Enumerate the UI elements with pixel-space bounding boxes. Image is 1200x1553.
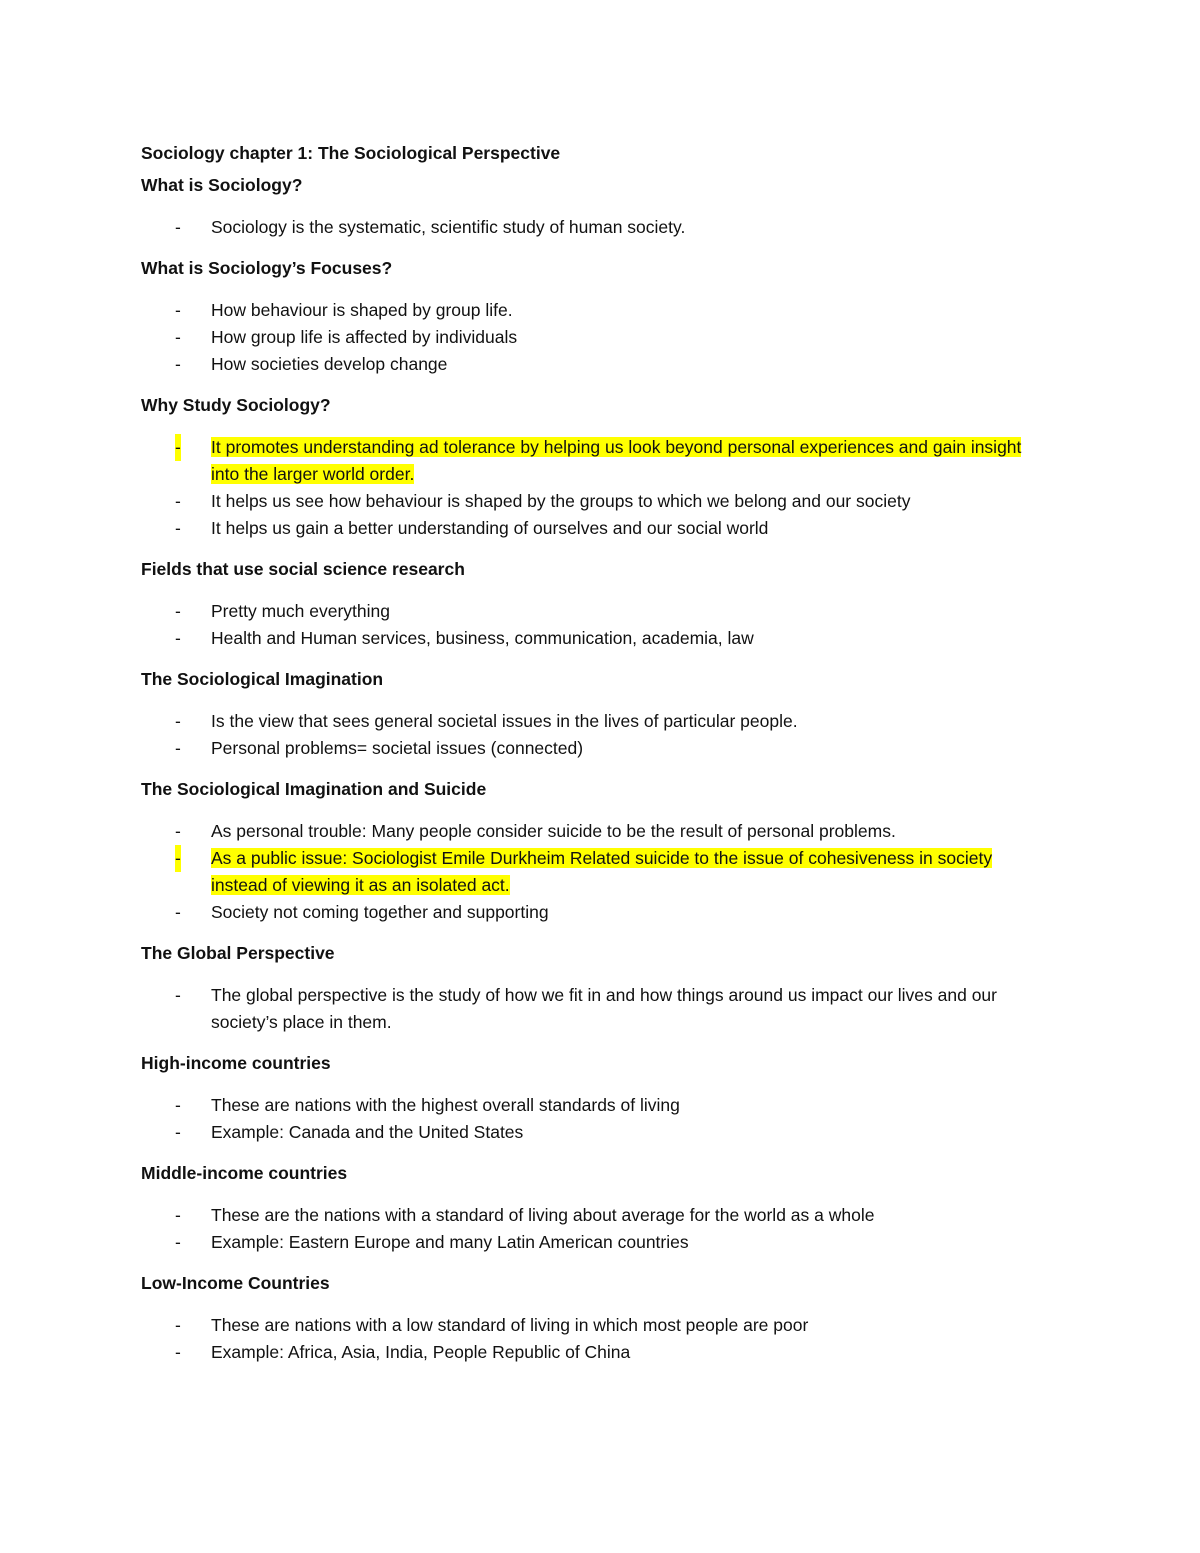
sections-container xyxy=(141,172,1041,1366)
list-item-text: Personal problems= societal issues (connected) xyxy=(211,738,584,758)
bullet-dash-icon: - xyxy=(175,354,181,374)
list-item xyxy=(141,708,1041,735)
section-heading: What is Sociology’s Focuses? xyxy=(141,258,393,278)
section-heading: Fields that use social science research xyxy=(141,559,465,579)
list-item-text: It promotes understanding ad tolerance by helping us look beyond personal experiences and gain insight into the larger world order. xyxy=(211,437,1022,484)
list-item-text: Society not coming together and supporting xyxy=(211,902,549,922)
section xyxy=(141,556,1041,652)
list-item xyxy=(141,735,1041,762)
bullet-list xyxy=(141,1092,1041,1146)
list-item xyxy=(141,982,1041,1036)
list-item-text: Example: Eastern Europe and many Latin American countries xyxy=(211,1232,689,1252)
bullet-list xyxy=(141,297,1041,378)
list-item xyxy=(141,214,1041,241)
bullet-dash-icon: - xyxy=(175,711,181,731)
list-item xyxy=(141,1229,1041,1256)
section-heading: What is Sociology? xyxy=(141,175,303,195)
list-item-text: How behaviour is shaped by group life. xyxy=(211,300,513,320)
list-item-text: Is the view that sees general societal issues in the lives of particular people. xyxy=(211,711,798,731)
section xyxy=(141,940,1041,1036)
list-item-text: Example: Canada and the United States xyxy=(211,1122,524,1142)
bullet-dash-icon: - xyxy=(175,985,181,1005)
bullet-dash-icon: - xyxy=(175,217,181,237)
list-item xyxy=(141,488,1041,515)
list-item-text: How societies develop change xyxy=(211,354,448,374)
list-item-text: Health and Human services, business, communication, academia, law xyxy=(211,628,754,648)
bullet-dash-icon: - xyxy=(175,628,181,648)
list-item xyxy=(141,1312,1041,1339)
section-heading: Why Study Sociology? xyxy=(141,395,331,415)
section-heading: The Sociological Imagination and Suicide xyxy=(141,779,487,799)
list-item-text: Example: Africa, Asia, India, People Republic of China xyxy=(211,1342,631,1362)
section-heading: Low-Income Countries xyxy=(141,1273,330,1293)
section xyxy=(141,776,1041,926)
list-item-text: How group life is affected by individuals xyxy=(211,327,518,347)
section xyxy=(141,392,1041,542)
list-item-text: These are nations with the highest overall standards of living xyxy=(211,1095,680,1115)
section-heading: Middle-income countries xyxy=(141,1163,348,1183)
bullet-dash-icon: - xyxy=(175,327,181,347)
bullet-dash-icon: - xyxy=(175,300,181,320)
list-item xyxy=(141,1339,1041,1366)
list-item-text: It helps us see how behaviour is shaped by the groups to which we belong and our society xyxy=(211,491,911,511)
bullet-list xyxy=(141,434,1041,542)
list-item xyxy=(141,1202,1041,1229)
list-item xyxy=(141,351,1041,378)
list-item-text: It helps us gain a better understanding of ourselves and our social world xyxy=(211,518,769,538)
bullet-dash-icon: - xyxy=(175,1342,181,1362)
list-item xyxy=(141,899,1041,926)
list-item-text: As a public issue: Sociologist Emile Durkheim Related suicide to the issue of cohesiveness in society instead of viewing it as an isolated act. xyxy=(211,848,993,895)
bullet-dash-icon: - xyxy=(175,1095,181,1115)
bullet-list xyxy=(141,1202,1041,1256)
section xyxy=(141,1050,1041,1146)
list-item-text: Sociology is the systematic, scientific study of human society. xyxy=(211,217,686,237)
list-item xyxy=(141,1092,1041,1119)
section xyxy=(141,255,1041,378)
list-item-text: These are nations with a low standard of living in which most people are poor xyxy=(211,1315,809,1335)
highlighted-list-item xyxy=(141,845,1041,899)
section xyxy=(141,172,1041,241)
bullet-dash-icon: - xyxy=(175,1315,181,1335)
bullet-dash-icon: - xyxy=(175,1232,181,1252)
bullet-dash-icon: - xyxy=(175,902,181,922)
list-item xyxy=(141,625,1041,652)
bullet-list xyxy=(141,598,1041,652)
list-item xyxy=(141,598,1041,625)
bullet-dash-icon: - xyxy=(175,821,181,841)
list-item xyxy=(141,297,1041,324)
bullet-list xyxy=(141,708,1041,762)
bullet-list xyxy=(141,214,1041,241)
bullet-dash-icon: - xyxy=(175,434,181,461)
section xyxy=(141,666,1041,762)
bullet-dash-icon: - xyxy=(175,1122,181,1142)
list-item-text: The global perspective is the study of how we fit in and how things around us impact our lives and our society’s place in them. xyxy=(211,985,997,1032)
list-item-text: These are the nations with a standard of living about average for the world as a whole xyxy=(211,1205,875,1225)
list-item xyxy=(141,324,1041,351)
bullet-dash-icon: - xyxy=(175,518,181,538)
section-heading: High-income countries xyxy=(141,1053,331,1073)
bullet-dash-icon: - xyxy=(175,601,181,621)
bullet-dash-icon: - xyxy=(175,845,181,872)
section-heading: The Global Perspective xyxy=(141,943,335,963)
list-item-text: Pretty much everything xyxy=(211,601,390,621)
list-item-text: As personal trouble: Many people consider suicide to be the result of personal problems. xyxy=(211,821,896,841)
section-heading: The Sociological Imagination xyxy=(141,669,384,689)
bullet-dash-icon: - xyxy=(175,738,181,758)
list-item xyxy=(141,1119,1041,1146)
section xyxy=(141,1160,1041,1256)
list-item xyxy=(141,515,1041,542)
highlighted-list-item xyxy=(141,434,1041,488)
list-item xyxy=(141,818,1041,845)
bullet-list xyxy=(141,982,1041,1036)
document-title: Sociology chapter 1: The Sociological Perspective xyxy=(141,143,561,163)
bullet-dash-icon: - xyxy=(175,1205,181,1225)
section xyxy=(141,1270,1041,1366)
bullet-list xyxy=(141,1312,1041,1366)
bullet-list xyxy=(141,818,1041,926)
bullet-dash-icon: - xyxy=(175,491,181,511)
document-content xyxy=(141,140,1041,1380)
